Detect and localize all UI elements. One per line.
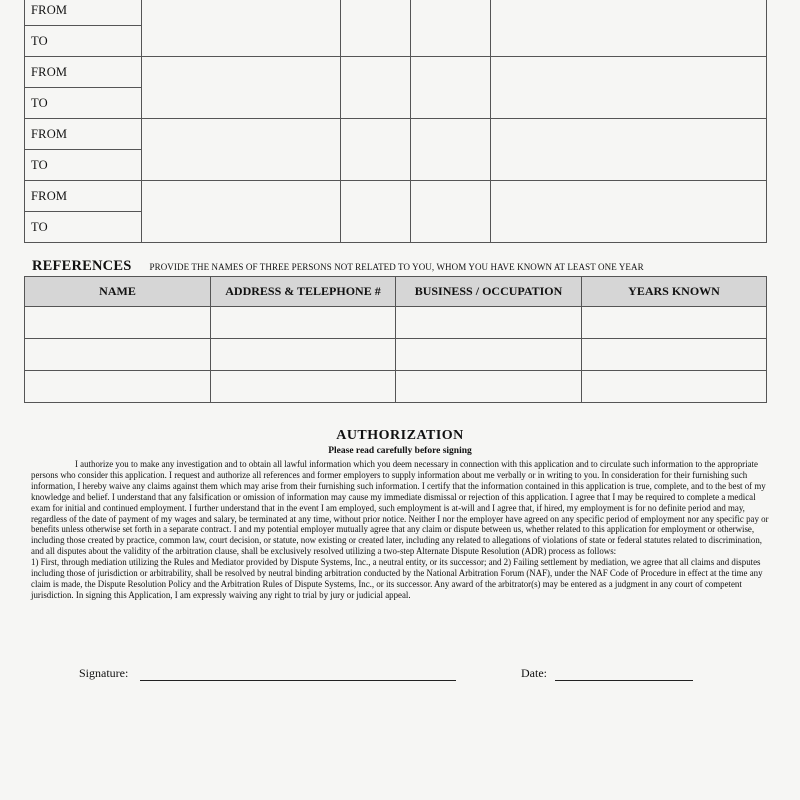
to-label: TO: [25, 150, 142, 181]
reference-row: [25, 307, 767, 339]
authorization-paragraph: 1) First, through mediation utilizing the Rules and Mediator provided by Dispute Systems, Inc., a neutral entity, or its successor; and 2) Failing settlement by mediation, we agree that all claims and disputes including those of jurisdiction or arbitrability, shall be resolved by neutral binding arbitration conducted by the National Arbitration Forum (NAF), under the NAF Code of Procedure in effect at the time any claim is made, the Dispute Resolution Policy and the Arbitration Rules of Dispute Systems, Inc., or its successor. Any award of the arbitrator(s) may be entered as a judgment in any court of competent jurisdiction. In signing this Application, I am expressly waiving any right to trial by jury or judicial appeal.: [31, 557, 763, 600]
from-label: FROM: [25, 119, 142, 150]
employment-entry-cell[interactable]: [491, 0, 767, 57]
reference-row: [25, 371, 767, 403]
column-header-business-occupation: BUSINESS / OCCUPATION: [396, 277, 582, 307]
reference-row: [25, 339, 767, 371]
reference-entry-cell[interactable]: [211, 371, 396, 403]
employment-history-table: [24, 0, 767, 243]
column-header-name: NAME: [25, 277, 211, 307]
employment-entry-cell[interactable]: [142, 181, 341, 243]
references-header-row: [25, 277, 767, 307]
employment-entry-cell[interactable]: [142, 0, 341, 57]
from-label: FROM: [25, 57, 142, 88]
employment-row: [25, 57, 767, 88]
signature-line[interactable]: [140, 680, 456, 681]
reference-entry-cell[interactable]: [211, 339, 396, 371]
employment-entry-cell[interactable]: [411, 0, 491, 57]
reference-entry-cell[interactable]: [396, 307, 582, 339]
reference-entry-cell[interactable]: [25, 371, 211, 403]
references-header: [32, 258, 772, 276]
employment-entry-cell[interactable]: [341, 0, 411, 57]
references-table: [24, 276, 767, 403]
authorization-title: AUTHORIZATION: [336, 428, 464, 443]
references-instructions: PROVIDE THE NAMES OF THREE PERSONS NOT RELATED TO YOU, WHOM YOU HAVE KNOWN AT LEAST ONE YEAR: [149, 262, 644, 272]
employment-entry-cell[interactable]: [491, 119, 767, 181]
employment-entry-cell[interactable]: [341, 181, 411, 243]
employment-entry-cell[interactable]: [142, 57, 341, 119]
date-label: Date:: [521, 666, 547, 680]
employment-row: [25, 119, 767, 150]
reference-entry-cell[interactable]: [25, 339, 211, 371]
employment-entry-cell[interactable]: [491, 181, 767, 243]
from-label: FROM: [25, 181, 142, 212]
authorization-paragraph: I authorize you to make any investigation and to obtain all lawful information which you deem necessary in connection with this application and to circulate such information to the appropriate persons who consider this application. I request and authorize all references and former employers to supply information about me verbally or in writing to you. In consideration for their furnishing such information, I hereby waive any claims against them which may arise from their furnishing such information. I certify that the information contained in this application is true, complete, and to the best of my knowledge and belief. I understand that any falsification or omission of information may cause my immediate dismissal or rejection of this application. I agree that I may be required to complete a medical exam for initial and continued employment. I further understand that in the event I am employed, such employment is at-will and I agree that, if hired, my employment is for no definite period and may, regardless of the date of payment of my wages and salary, be terminated at any time, without prior notice. Neither I nor the employer have agreed on any specific period of employment nor any specific pay or benefits unless otherwise set forth in a separate contract. I and my potential employer mutually agree that any claim or dispute between us, whether related to this application for employment or otherwise, including those created by practice, common law, court decision, or statute, now existing or created later, including any related to allegations of violations of state or federal statutes related to discrimination, and all disputes about the validity of the arbitration clause, shall be exclusively resolved utilizing a two-step Alternate Dispute Resolution (ADR) process as follows:: [31, 459, 769, 557]
employment-entry-cell[interactable]: [411, 57, 491, 119]
employment-row: [25, 181, 767, 212]
signature-label: Signature:: [79, 666, 129, 680]
reference-entry-cell[interactable]: [582, 371, 767, 403]
authorization-subtitle: Please read carefully before signing: [328, 446, 472, 456]
to-label: TO: [25, 88, 142, 119]
column-header-years-known: YEARS KNOWN: [582, 277, 767, 307]
column-header-address-telephone: ADDRESS & TELEPHONE #: [211, 277, 396, 307]
reference-entry-cell[interactable]: [582, 307, 767, 339]
employment-entry-cell[interactable]: [491, 57, 767, 119]
employment-entry-cell[interactable]: [341, 119, 411, 181]
to-label: TO: [25, 26, 142, 57]
authorization-text: [31, 459, 771, 601]
employment-row: [25, 0, 767, 26]
reference-entry-cell[interactable]: [25, 307, 211, 339]
from-label: FROM: [25, 0, 142, 26]
employment-entry-cell[interactable]: [142, 119, 341, 181]
date-line[interactable]: [555, 680, 693, 681]
reference-entry-cell[interactable]: [396, 339, 582, 371]
employment-entry-cell[interactable]: [411, 119, 491, 181]
employment-entry-cell[interactable]: [341, 57, 411, 119]
reference-entry-cell[interactable]: [582, 339, 767, 371]
reference-entry-cell[interactable]: [211, 307, 396, 339]
employment-entry-cell[interactable]: [411, 181, 491, 243]
reference-entry-cell[interactable]: [396, 371, 582, 403]
to-label: TO: [25, 212, 142, 243]
references-title: REFERENCES: [32, 258, 132, 274]
